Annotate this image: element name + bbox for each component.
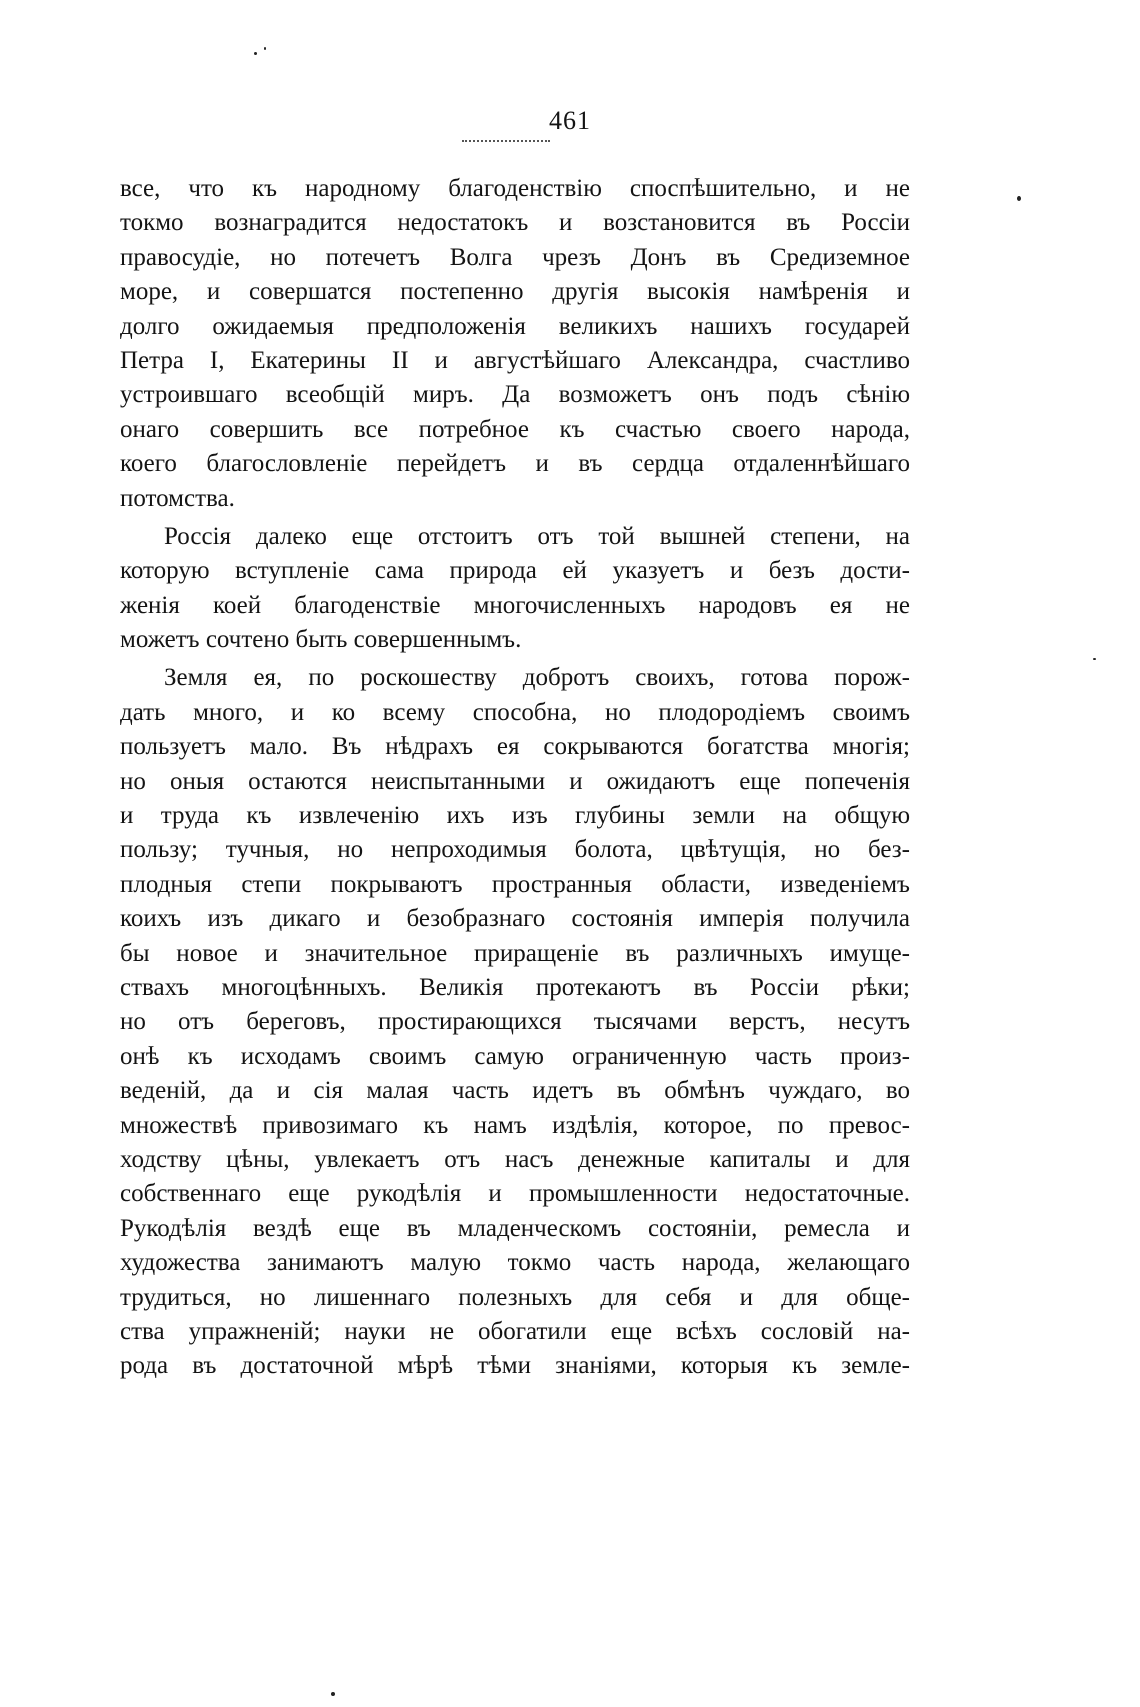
text-line: ства упражненій; науки не обогатили еще всѣхъ сословій на- bbox=[120, 1317, 910, 1345]
text-line: Рукодѣлія вездѣ еще въ младенческомъ состояніи, ремесла и bbox=[120, 1214, 910, 1242]
text-line: множествѣ привозимаго къ намъ издѣлія, которое, по превос- bbox=[120, 1111, 910, 1139]
text-line: море, и совершатся постепенно другія высокія намѣренія и bbox=[120, 278, 910, 306]
paragraph-1 bbox=[120, 172, 910, 516]
paragraph-2 bbox=[120, 520, 910, 658]
text-line: плодныя степи покрываютъ пространныя области, изведеніемъ bbox=[120, 870, 910, 898]
text-line: рода въ достаточной мѣрѣ тѣми знаніями, которыя къ земле- bbox=[120, 1352, 910, 1380]
paragraph-3 bbox=[120, 661, 910, 1383]
text-line: но оныя остаются неиспытанными и ожидаютъ еще попеченія bbox=[120, 767, 910, 795]
scan-speck bbox=[254, 52, 257, 55]
text-line: пользуетъ мало. Въ нѣдрахъ ея сокрываются богатства многія; bbox=[120, 733, 910, 761]
text-line: коихъ изъ дикаго и безобразнаго состоянія имперія получила bbox=[120, 905, 910, 933]
text-line: Россія далеко еще отстоитъ отъ той вышней степени, на bbox=[164, 522, 910, 550]
scan-speck bbox=[331, 1692, 335, 1696]
text-line: трудиться, но лишеннаго полезныхъ для себя и для обще- bbox=[120, 1283, 910, 1311]
text-line: собственнаго еще рукодѣлія и промышленности недостаточные. bbox=[120, 1180, 910, 1208]
text-line: художества занимаютъ малую токмо часть народа, желающаго bbox=[120, 1249, 910, 1277]
text-line: но отъ береговъ, простирающихся тысячами верстъ, несутъ bbox=[120, 1008, 910, 1036]
scan-speck bbox=[1093, 658, 1096, 660]
scan-speck bbox=[264, 47, 266, 50]
text-line: женія коей благоденствіе многочисленныхъ народовъ ея не bbox=[120, 591, 910, 619]
text-line: пользу; тучныя, но непроходимыя болота, цвѣтущія, но без- bbox=[120, 836, 910, 864]
text-line: ствахъ многоцѣнныхъ. Великія протекаютъ въ Россіи рѣки; bbox=[120, 973, 910, 1001]
text-line: которую вступленіе сама природа ей указуетъ и безъ дости- bbox=[120, 557, 910, 585]
text-line: долго ожидаемыя предположенія великихъ нашихъ государей bbox=[120, 312, 910, 340]
text-line: и труда къ извлеченію ихъ изъ глубины земли на общую bbox=[120, 802, 910, 830]
page-number-rule bbox=[462, 140, 550, 142]
text-line: ходству цѣны, увлекаетъ отъ насъ денежные капиталы и для bbox=[120, 1145, 910, 1173]
text-line: онѣ къ исходамъ своимъ самую ограниченную часть произ- bbox=[120, 1042, 910, 1070]
text-line: правосудіе, но потечетъ Волга чрезъ Донъ въ Средиземное bbox=[120, 243, 910, 271]
scan-speck bbox=[1017, 196, 1021, 201]
text-line: бы новое и значительное приращеніе въ различныхъ имуще- bbox=[120, 939, 910, 967]
text-line: Петра I, Екатерины II и августѣйшаго Александра, счастливо bbox=[120, 346, 910, 374]
text-line: можетъ сочтено быть совершеннымъ. bbox=[120, 626, 522, 654]
body-text bbox=[120, 172, 910, 1388]
text-line: все, что къ народному благоденствію споспѣшительно, и не bbox=[120, 175, 910, 202]
text-line: токмо вознаградится недостатокъ и возстановится въ Россіи bbox=[120, 209, 910, 237]
text-line: коего благословленіе перейдетъ и въ сердца отдаленнѣйшаго bbox=[120, 450, 910, 478]
text-line: устроившаго всеобщій миръ. Да возможетъ онъ подъ сѣнію bbox=[120, 381, 910, 409]
text-line: дать много, и ко всему способна, но плодородіемъ своимъ bbox=[120, 698, 910, 726]
text-line: веденій, да и сія малая часть идетъ въ обмѣнъ чуждаго, во bbox=[120, 1077, 910, 1105]
text-line: Земля ея, по роскошеству добротъ своихъ, готова порож- bbox=[164, 664, 910, 692]
text-line: потомства. bbox=[120, 484, 235, 512]
page-number: 461 bbox=[549, 106, 591, 135]
text-line: онаго совершить все потребное къ счастью своего народа, bbox=[120, 415, 910, 443]
